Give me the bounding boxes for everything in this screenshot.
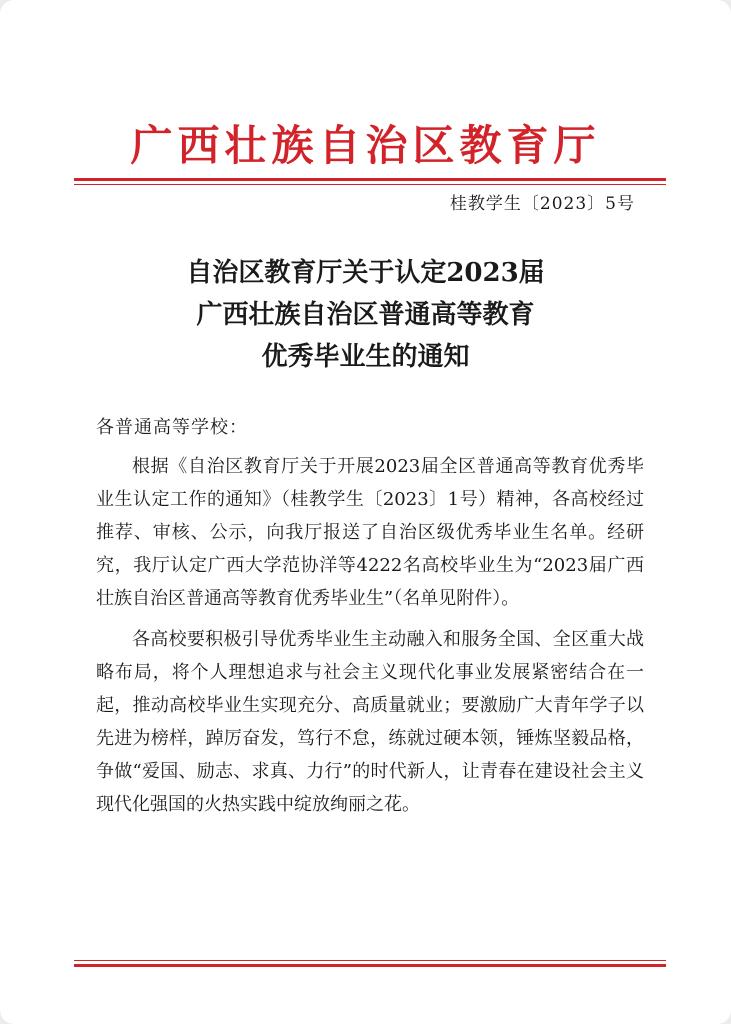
footer-divider-thin	[74, 960, 666, 961]
document-title-line-1: 自治区教育厅关于认定2023届	[186, 258, 545, 288]
document-number: 桂教学生〔2023〕5号	[449, 194, 635, 214]
document-title-line-2: 广西壮族自治区普通高等教育	[196, 300, 535, 330]
footer-divider-thick	[74, 964, 666, 967]
document-title-line-3: 优秀毕业生的通知	[261, 342, 470, 372]
header-divider-thick	[74, 178, 666, 181]
organization-title: 广西壮族自治区教育厅	[130, 121, 601, 170]
document-body	[96, 450, 644, 829]
body-paragraph-2: 各高校要积极引导优秀毕业生主动融入和服务全国、全区重大战略布局，将个人理想追求与社会主义现代化事业发展紧密结合在一起，推动高校毕业生实现充分、高质量就业；要激励广大青年学子以先进为榜样，踔厉奋发，笃行不怠，练就过硬本领，锤炼坚毅品格，争做“爱国、励志、求真、力行”的时代新人，让青春在建设社会主义现代化强国的火热实践中绽放绚丽之花。	[96, 629, 644, 815]
document-title	[0, 252, 731, 378]
body-paragraph-1: 根据《自治区教育厅关于开展2023届全区普通高等教育优秀毕业生认定工作的通知》（桂教学生〔2023〕1号）精神，各高校经过推荐、审核、公示，向我厅报送了自治区级优秀毕业生名单。经研究，我厅认定广西大学范协洋等4222名高校毕业生为“2023届广西壮族自治区普通高等教育优秀毕业生”（名单见附件）。	[96, 456, 644, 609]
salutation: 各普通高等学校：	[96, 417, 248, 438]
header-divider-thin	[74, 184, 666, 185]
